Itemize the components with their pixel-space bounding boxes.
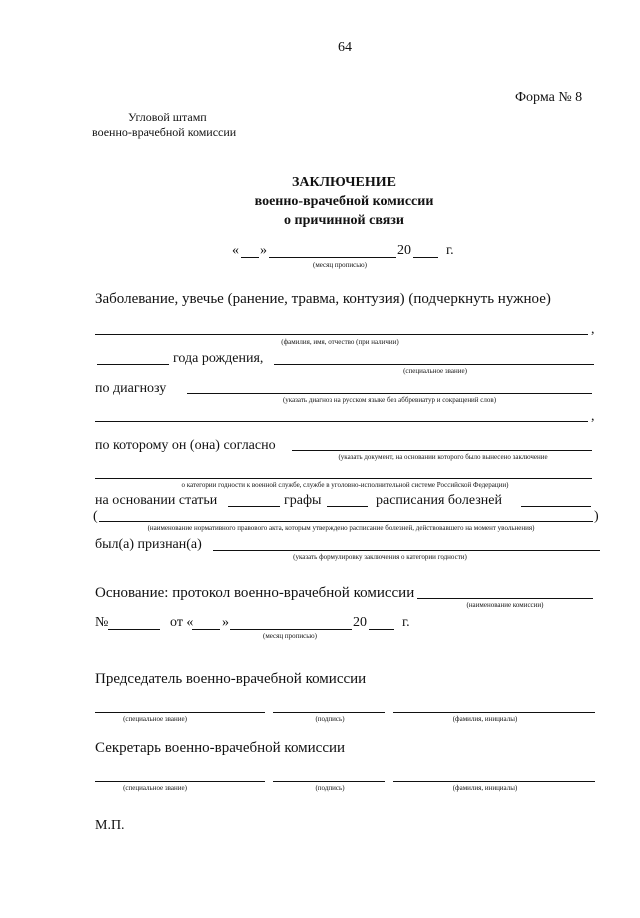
secretary-sign-field[interactable] <box>273 781 385 782</box>
article-field[interactable] <box>228 506 280 507</box>
fio-field[interactable] <box>95 334 588 335</box>
document-caption: (указать документ, на основании которого было вынесено заключение <box>338 453 548 461</box>
protocol-month-field[interactable] <box>230 629 352 630</box>
page-number: 64 <box>338 40 352 55</box>
title-line-1: ЗАКЛЮЧЕНИЕ <box>291 175 397 190</box>
date-year-suffix: г. <box>446 243 454 258</box>
date-year-field[interactable] <box>413 257 438 258</box>
birth-year-label: года рождения, <box>173 351 264 366</box>
protocol-year-suffix: г. <box>402 615 410 630</box>
date-caption: (месяц прописью) <box>313 261 367 269</box>
basis-label: Основание: протокол военно-врачебной комиссии <box>95 585 415 601</box>
column-label: графы <box>284 493 322 508</box>
document-field-2[interactable] <box>95 478 592 479</box>
title-line-3: о причинной связи <box>284 213 404 228</box>
diagnosis-field[interactable] <box>187 393 592 394</box>
diagnosis-label: по диагнозу <box>95 381 167 396</box>
rank-caption: (специальное звание) <box>403 367 467 375</box>
according-label: по которому он (она) согласно <box>95 438 276 453</box>
chairman-sign-field[interactable] <box>273 712 385 713</box>
document-field[interactable] <box>292 450 592 451</box>
recognized-field[interactable] <box>213 550 600 551</box>
secretary-rank-field[interactable] <box>95 781 265 782</box>
seal-label: М.П. <box>95 818 125 833</box>
chairman-rank-caption: (специальное звание) <box>123 715 187 723</box>
protocol-day-field[interactable] <box>192 629 220 630</box>
secretary-sign-caption: (подпись) <box>315 784 345 792</box>
chairman-rank-field[interactable] <box>95 712 265 713</box>
schedule-field[interactable] <box>521 506 591 507</box>
act-caption: (наименование нормативного правового акта, которым утверждено расписание болезней, действовавшего на момент увольнения) <box>147 524 535 532</box>
protocol-year-prefix: 20 <box>353 615 367 630</box>
from-label: от « <box>170 615 194 630</box>
date-year-prefix: 20 <box>397 243 411 258</box>
commission-field[interactable] <box>417 598 593 599</box>
date-month-field[interactable] <box>269 257 396 258</box>
formulation-caption: (указать формулировку заключения о категории годности) <box>293 553 467 561</box>
chairman-name-caption: (фамилия, инициалы) <box>452 715 518 723</box>
protocol-quote-close: » <box>222 615 229 630</box>
date-day-field[interactable] <box>241 257 259 258</box>
rank-field[interactable] <box>274 364 594 365</box>
date-open-quote: « <box>232 243 239 258</box>
protocol-month-caption: (месяц прописью) <box>263 632 317 640</box>
chairman-sign-caption: (подпись) <box>315 715 345 723</box>
column-field[interactable] <box>327 506 368 507</box>
commission-caption: (наименование комиссии) <box>466 601 544 609</box>
secretary-name-field[interactable] <box>393 781 595 782</box>
chairman-name-field[interactable] <box>393 712 595 713</box>
act-paren-open: ( <box>93 509 98 524</box>
schedule-label: расписания болезней <box>376 493 502 508</box>
diagnosis-comma: , <box>591 409 595 424</box>
fio-caption: (фамилия, имя, отчество (при наличии) <box>281 338 399 346</box>
category-caption: о категории годности к военной службе, службе в уголовно-исполнительной системе Российской Федерации) <box>181 481 509 489</box>
fio-comma: , <box>591 322 595 337</box>
stamp-line-2: военно-врачебной комиссии <box>92 125 237 139</box>
form-label: Форма № 8 <box>515 90 583 105</box>
birth-year-field[interactable] <box>97 364 169 365</box>
recognized-label: был(а) признан(а) <box>95 537 202 552</box>
article-label: на основании статьи <box>95 493 218 508</box>
number-field[interactable] <box>108 629 160 630</box>
chairman-title: Председатель военно-врачебной комиссии <box>95 671 367 687</box>
secretary-rank-caption: (специальное звание) <box>123 784 187 792</box>
stamp-line-1: Угловой штамп <box>128 110 207 124</box>
diagnosis-field-2[interactable] <box>95 421 588 422</box>
protocol-year-field[interactable] <box>369 629 394 630</box>
secretary-title: Секретарь военно-врачебной комиссии <box>95 740 346 756</box>
act-paren-close: ) <box>594 509 599 524</box>
number-label: № <box>95 615 109 630</box>
injury-text: Заболевание, увечье (ранение, травма, контузия) (подчеркнуть нужное) <box>95 291 551 307</box>
date-close-quote: » <box>260 243 267 258</box>
secretary-name-caption: (фамилия, инициалы) <box>452 784 518 792</box>
act-field[interactable] <box>99 521 593 522</box>
diagnosis-caption: (указать диагноз на русском языке без аббревиатур и сокращений слов) <box>282 396 497 404</box>
title-line-2: военно-врачебной комиссии <box>254 194 434 209</box>
